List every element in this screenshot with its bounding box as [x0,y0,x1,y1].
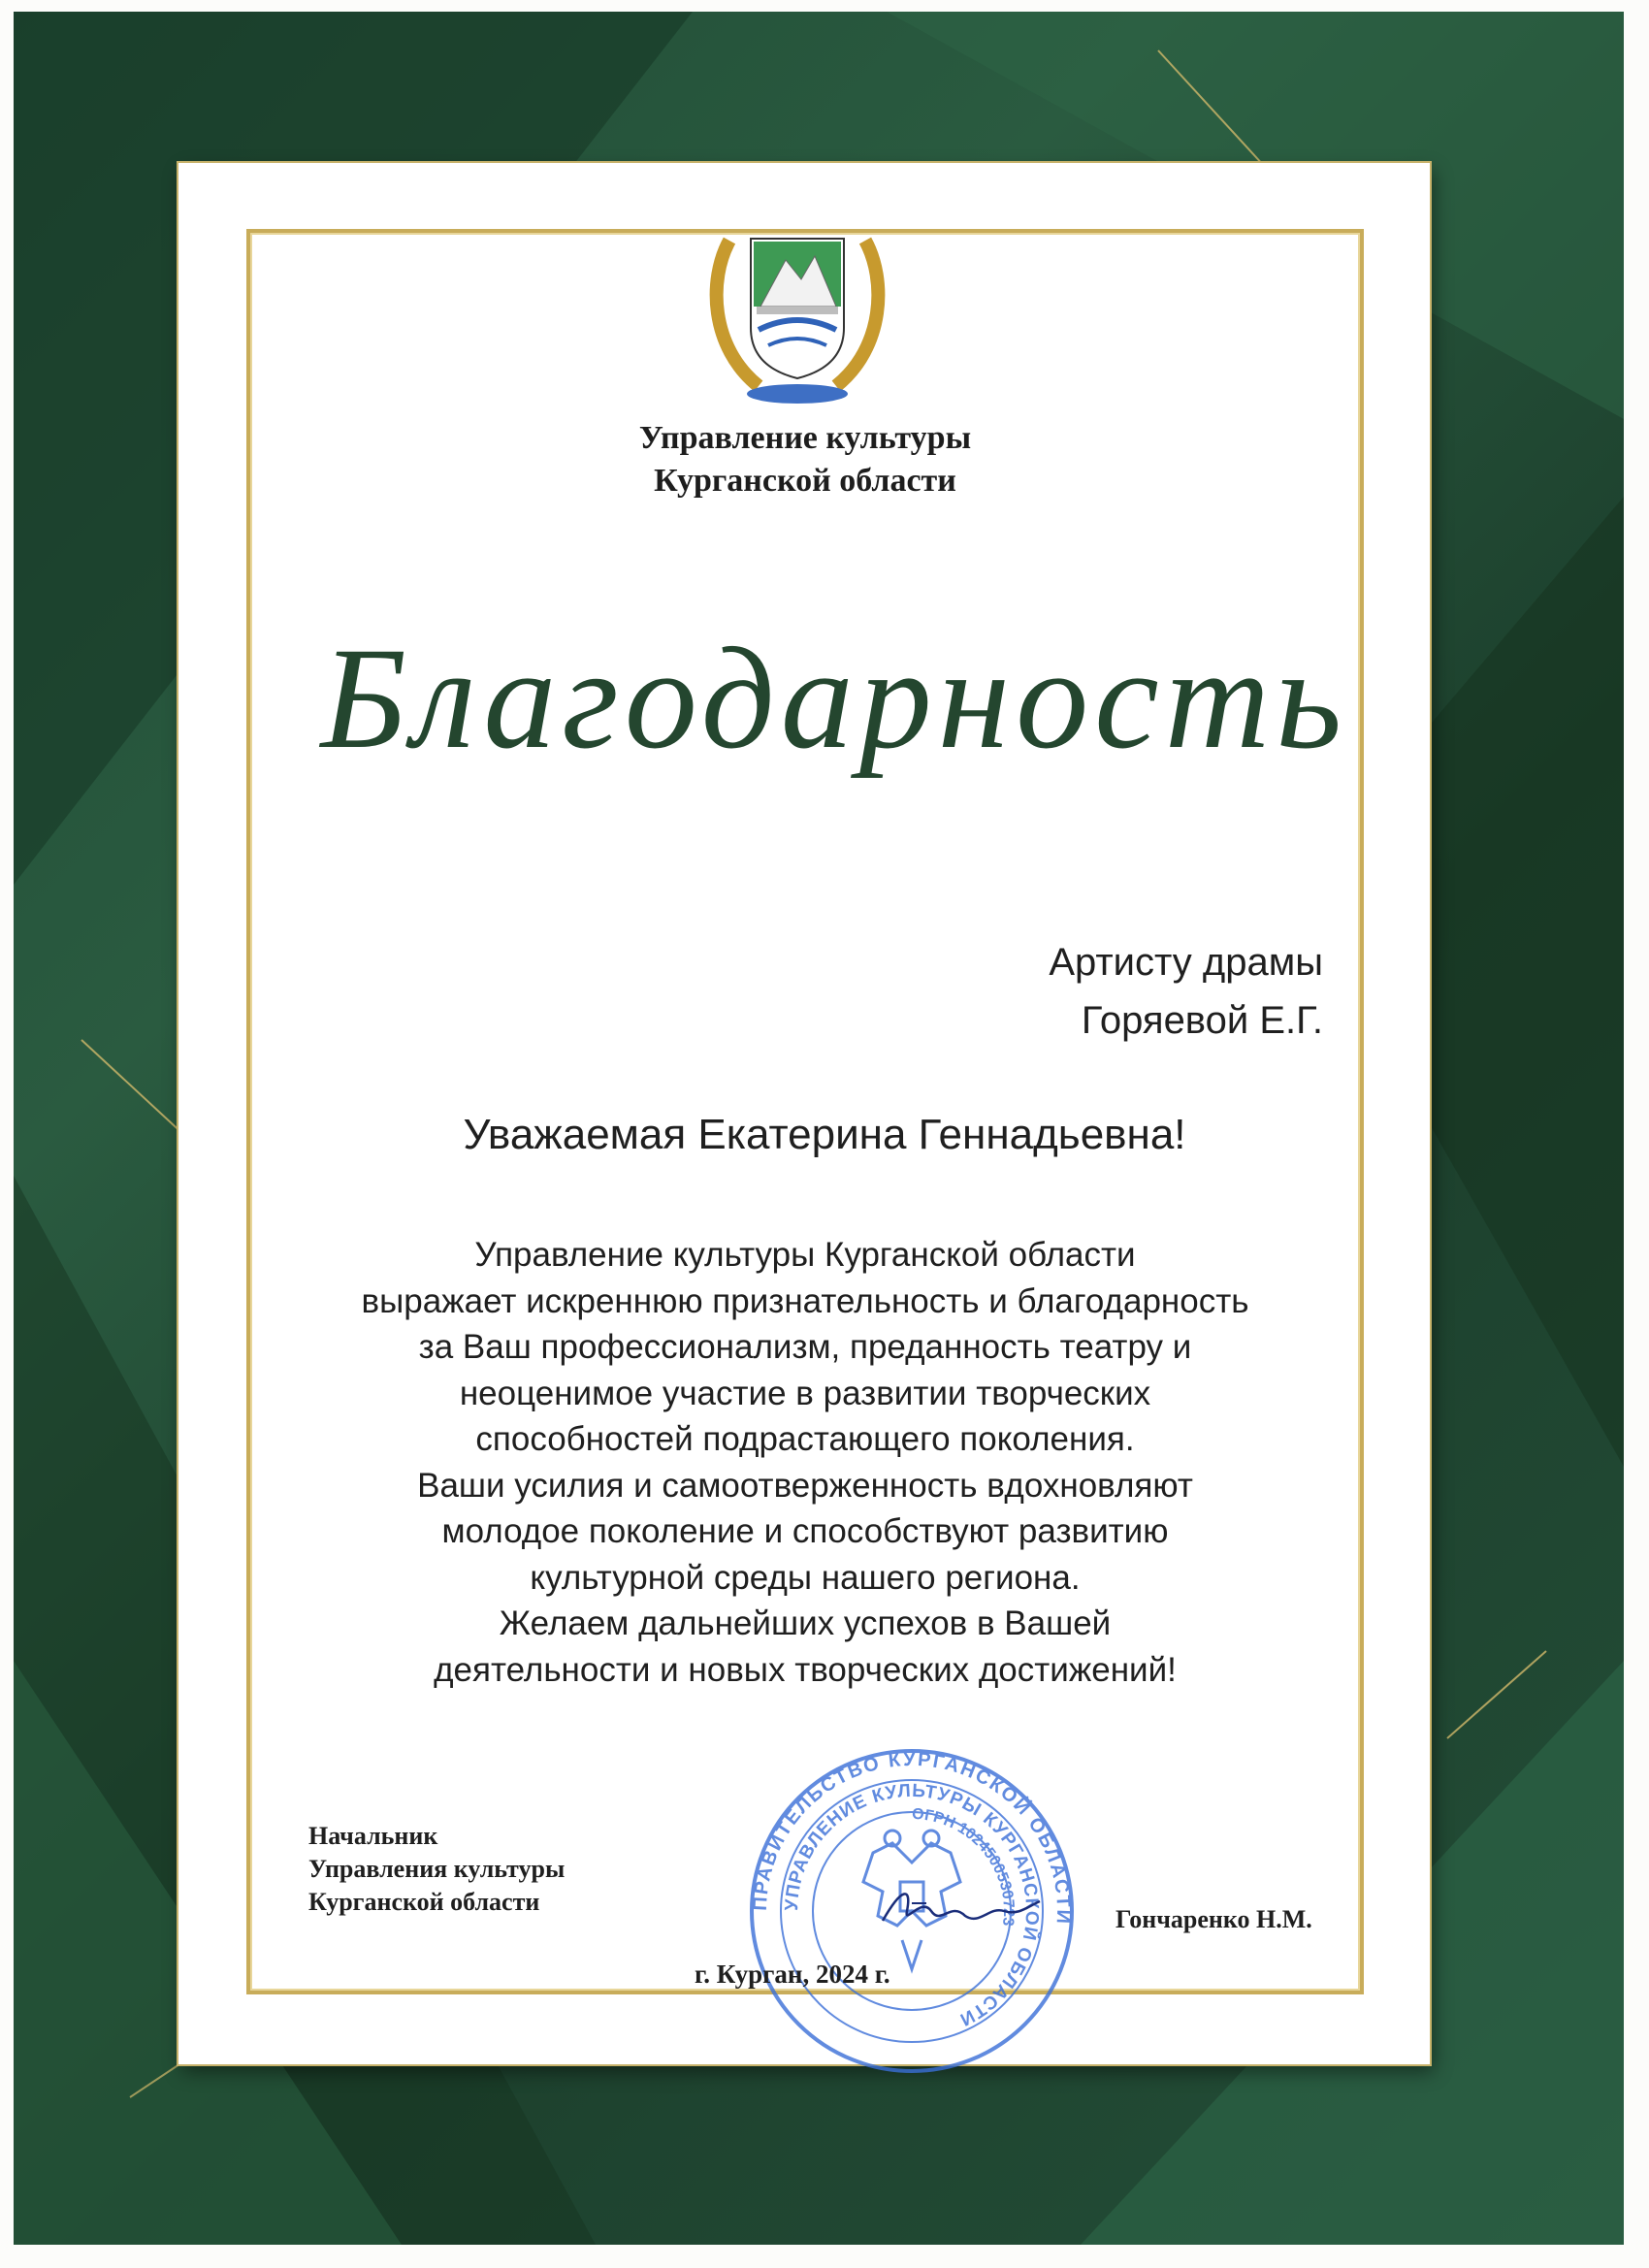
greeting: Уважаемая Екатерина Геннадьевна! [463,1111,1186,1158]
signer-name: Гончаренко Н.М. [1116,1905,1312,1933]
body-line: деятельности и новых творческих достижений! [434,1650,1177,1689]
place-and-date: г. Курган, 2024 г. [695,1960,890,1989]
seal-ogrn-text: ОГРН 1024500530723 [911,1805,1018,1928]
issuing-organization [543,417,1067,502]
document-title: Благодарность [320,618,1348,779]
body-line: Управление культуры Курганской области [474,1236,1136,1274]
coat-of-arms-icon [700,202,894,413]
body-line: культурной среды нашего региона. [530,1558,1081,1597]
body-line: молодое поколение и способствуют развитию [441,1512,1169,1550]
position-line-2: Управления культуры [308,1855,566,1883]
org-line-2: Курганской области [654,463,956,499]
seal-inner-text: УПРАВЛЕНИЕ КУЛЬТУРЫ КУРГАНСКОЙ ОБЛАСТИ [781,1780,1043,2030]
body-line: выражает искреннюю признательность и благодарность [361,1281,1249,1320]
body-line: способностей подрастающего поколения. [475,1420,1135,1458]
handwritten-signature [873,1882,1048,1940]
position-line-1: Начальник [308,1822,438,1850]
seal-outer-text: ПРАВИТЕЛЬСТВО КУРГАНСКОЙ ОБЛАСТИ [749,1748,1075,1927]
addressee-block [741,933,1323,1050]
addressee-name: Горяевой Е.Г. [1081,999,1323,1042]
body-line: за Ваш профессионализм, преданность театру и [418,1328,1192,1366]
addressee-position: Артисту драмы [1049,941,1323,984]
org-line-1: Управление культуры [638,420,972,456]
body-text [252,1232,1358,1693]
signer-position [308,1820,716,1919]
body-line: Ваши усилия и самоотверженность вдохновляют [417,1466,1193,1505]
position-line-3: Курганской области [308,1888,540,1916]
body-line: Желаем дальнейших успехов в Вашей [499,1604,1112,1642]
body-line: неоценимое участие в развитии творческих [459,1374,1151,1412]
